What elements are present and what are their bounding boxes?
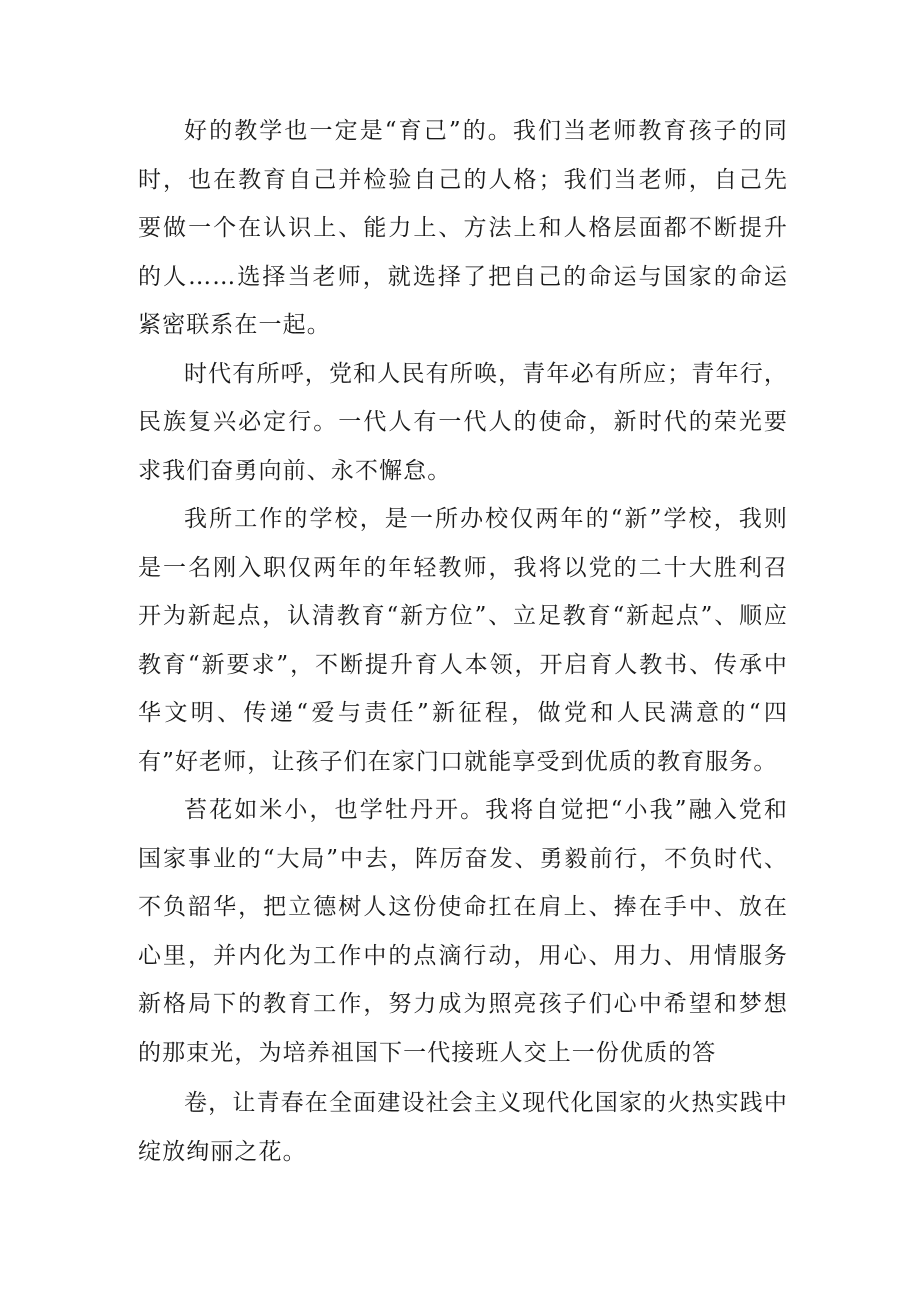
body-text [138,107,788,1077]
paragraph-5: 卷，让青春在全面建设社会主义现代化国家的火热实践中绽放绚丽之花。 [138,1090,788,1165]
paragraph-2: 时代有所呼，党和人民有所唤，青年必有所应；青年行，民族复兴必定行。一代人有一代人的使命，新时代的荣光要求我们奋勇向前、永不懈怠。 [138,360,788,484]
paragraph-1: 好的教学也一定是“育己”的。我们当老师教育孩子的同时，也在教育自己并检验自己的人格；我们当老师，自己先要做一个在认识上、能力上、方法上和人格层面都不断提升的人……选择当老师，就选择了把自己的命运与国家的命运紧密联系在一起。 [138,118,788,338]
paragraph-3: 我所工作的学校，是一所办校仅两年的“新”学校，我则是一名刚入职仅两年的年轻教师，我将以党的二十大胜利召开为新起点，认清教育“新方位”、立足教育“新起点”、顺应教育“新要求”，不断提升育人本领，开启育人教书、传承中华文明、传递“爱与责任”新征程，做党和人民满意的“四有”好老师，让孩子们在家门口就能享受到优质的教育服务。 [138,506,788,775]
paragraph-4: 苔花如米小，也学牡丹开。我将自觉把“小我”融入党和国家事业的“大局”中去，阵厉奋发、勇毅前行，不负时代、不负韶华，把立德树人这份使命扛在肩上、捧在手中、放在心里，并内化为工作中的点滴行动，用心、用力、用情服务新格局下的教育工作，努力成为照亮孩子们心中希望和梦想的那束光，为培养祖国下一代接班人交上一份优质的答 [138,797,788,1066]
body-text-continued [138,1079,788,1176]
